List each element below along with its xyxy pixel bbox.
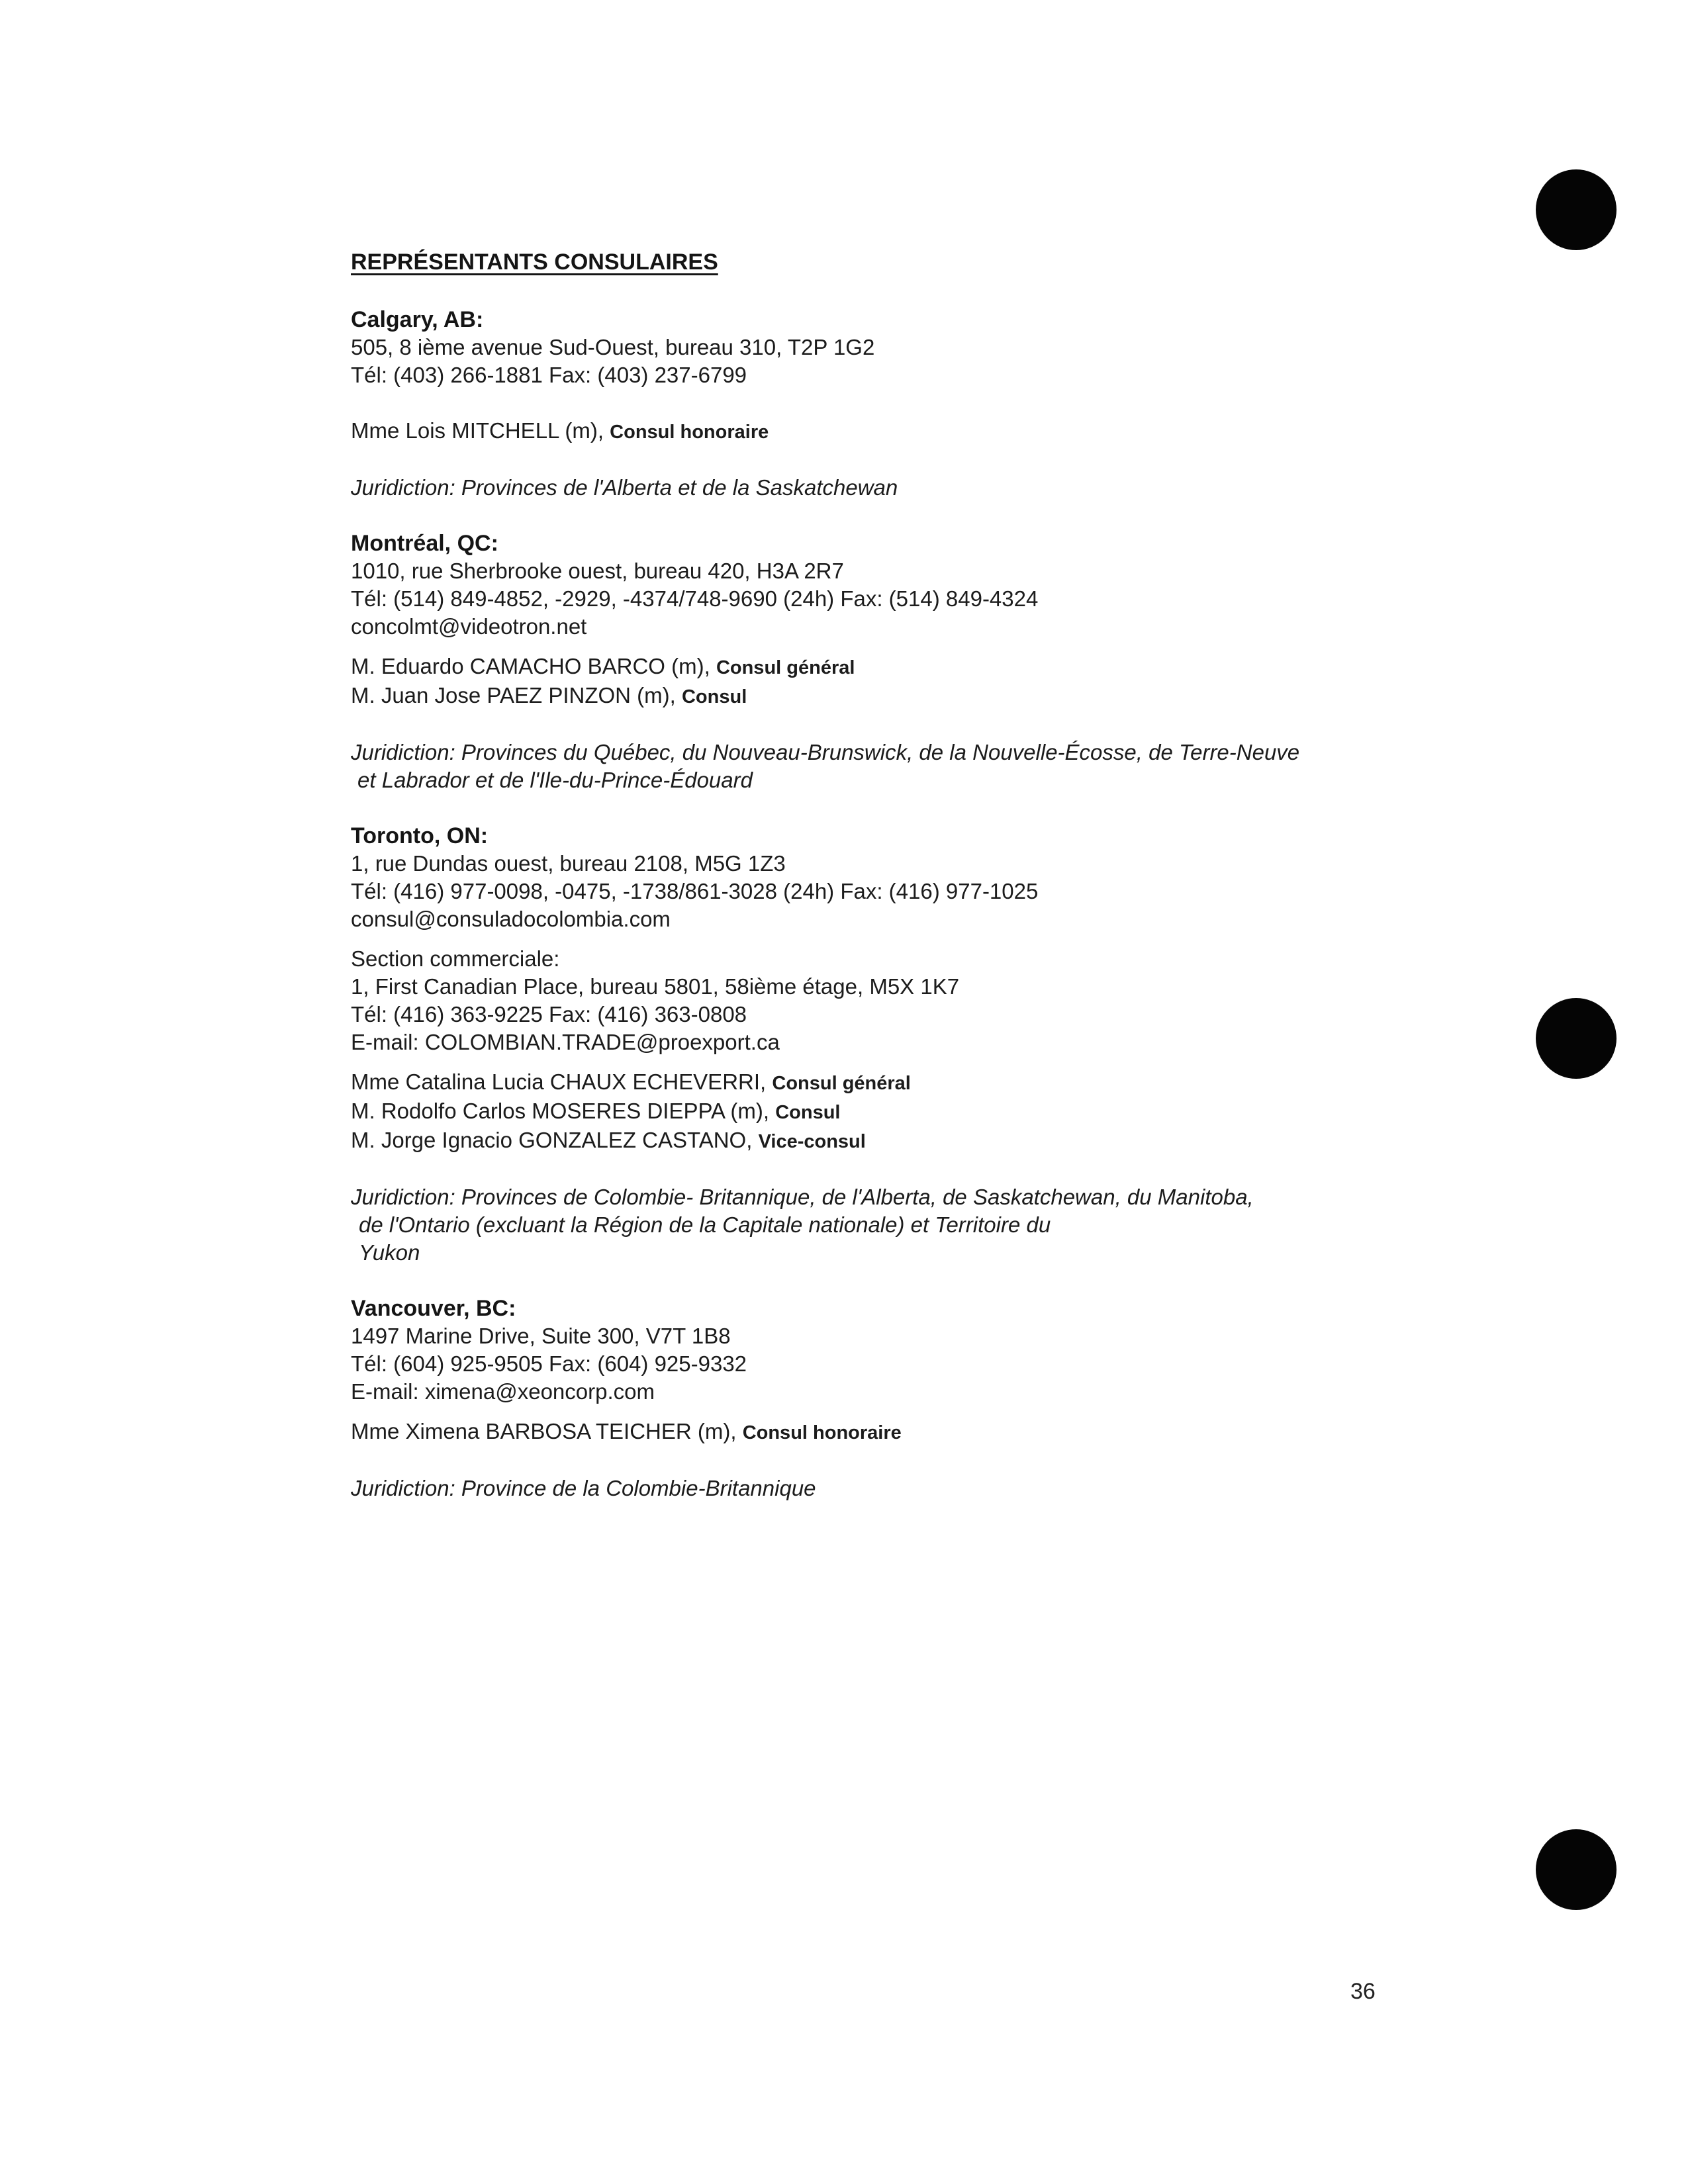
jurisdiction bbox=[351, 1183, 1542, 1267]
email-line: concolmt@videotron.net bbox=[351, 614, 587, 639]
office-montreal bbox=[351, 529, 1542, 794]
section-label: Section commerciale: bbox=[351, 946, 560, 971]
person-entry bbox=[351, 682, 1542, 711]
person-entry bbox=[351, 1418, 1542, 1447]
person-name: M. Jorge Ignacio GONZALEZ CASTANO, bbox=[351, 1128, 759, 1152]
page-title: REPRÉSENTANTS CONSULAIRES bbox=[351, 250, 718, 275]
office-toronto bbox=[351, 822, 1542, 1267]
page-content bbox=[351, 246, 1542, 1502]
jurisdiction-line: de l'Ontario (excluant la Région de la Capitale nationale) et Territoire du bbox=[359, 1212, 1051, 1237]
jurisdiction-line: Juridiction: Province de la Colombie-Britannique bbox=[351, 1476, 816, 1500]
jurisdiction-line: Yukon bbox=[359, 1240, 420, 1265]
person-role: Consul général bbox=[772, 1073, 911, 1094]
office-vancouver bbox=[351, 1295, 1542, 1502]
person-name: M. Juan Jose PAEZ PINZON (m), bbox=[351, 683, 682, 707]
jurisdiction bbox=[351, 739, 1542, 794]
person-entry bbox=[351, 417, 1542, 446]
person-name: Mme Lois MITCHELL (m), bbox=[351, 418, 610, 443]
phone-line: Tél: (514) 849-4852, -2929, -4374/748-9690 (24h) Fax: (514) 849-4324 bbox=[351, 586, 1039, 611]
email-line: E-mail: ximena@xeoncorp.com bbox=[351, 1379, 655, 1404]
person-role: Consul général bbox=[716, 657, 855, 678]
person-entry bbox=[351, 1126, 1542, 1156]
office-calgary bbox=[351, 306, 1542, 502]
person-role: Consul honoraire bbox=[610, 422, 769, 443]
phone-line: Tél: (403) 266-1881 Fax: (403) 237-6799 bbox=[351, 363, 747, 387]
person-name: M. Eduardo CAMACHO BARCO (m), bbox=[351, 654, 716, 678]
binder-hole-bottom bbox=[1536, 1829, 1617, 1910]
person-role: Consul bbox=[681, 686, 747, 707]
address-line: 1, rue Dundas ouest, bureau 2108, M5G 1Z3 bbox=[351, 851, 786, 876]
section-address-line: 1, First Canadian Place, bureau 5801, 58ième étage, M5X 1K7 bbox=[351, 974, 960, 999]
office-city: Vancouver, BC: bbox=[351, 1296, 516, 1321]
person-entry bbox=[351, 1068, 1542, 1097]
jurisdiction-line: et Labrador et de l'Ile-du-Prince-Édouard bbox=[357, 768, 753, 792]
person-entry bbox=[351, 1097, 1542, 1126]
binder-hole-top bbox=[1536, 169, 1617, 250]
jurisdiction bbox=[351, 1475, 1542, 1502]
person-role: Consul honoraire bbox=[742, 1422, 902, 1443]
jurisdiction bbox=[351, 474, 1542, 502]
jurisdiction-line: Juridiction: Provinces du Québec, du Nouveau-Brunswick, de la Nouvelle-Écosse, de Terre-Neuve bbox=[351, 740, 1300, 764]
address-line: 1010, rue Sherbrooke ouest, bureau 420, H3A 2R7 bbox=[351, 559, 844, 583]
office-city: Toronto, ON: bbox=[351, 823, 489, 848]
phone-line: Tél: (604) 925-9505 Fax: (604) 925-9332 bbox=[351, 1351, 747, 1376]
email-line: consul@consuladocolombia.com bbox=[351, 907, 671, 931]
binder-hole-middle bbox=[1536, 998, 1617, 1079]
phone-line: Tél: (416) 977-0098, -0475, -1738/861-3028 (24h) Fax: (416) 977-1025 bbox=[351, 879, 1039, 903]
office-city: Montréal, QC: bbox=[351, 531, 498, 556]
address-line: 1497 Marine Drive, Suite 300, V7T 1B8 bbox=[351, 1324, 731, 1348]
person-name: M. Rodolfo Carlos MOSERES DIEPPA (m), bbox=[351, 1099, 776, 1123]
section-email-line: E-mail: COLOMBIAN.TRADE@proexport.ca bbox=[351, 1030, 780, 1054]
person-name: Mme Catalina Lucia CHAUX ECHEVERRI, bbox=[351, 1069, 773, 1094]
section-phone-line: Tél: (416) 363-9225 Fax: (416) 363-0808 bbox=[351, 1002, 747, 1026]
office-city: Calgary, AB: bbox=[351, 307, 484, 332]
person-entry bbox=[351, 653, 1542, 682]
person-name: Mme Ximena BARBOSA TEICHER (m), bbox=[351, 1419, 743, 1443]
page-number: 36 bbox=[1350, 1979, 1376, 2004]
address-line: 505, 8 ième avenue Sud-Ouest, bureau 310, T2P 1G2 bbox=[351, 335, 875, 359]
person-role: Consul bbox=[775, 1102, 841, 1123]
jurisdiction-line: Juridiction: Provinces de l'Alberta et de la Saskatchewan bbox=[351, 475, 898, 500]
jurisdiction-line: Juridiction: Provinces de Colombie- Britannique, de l'Alberta, de Saskatchewan, du Manitoba, bbox=[351, 1185, 1254, 1209]
person-role: Vice-consul bbox=[758, 1131, 866, 1152]
